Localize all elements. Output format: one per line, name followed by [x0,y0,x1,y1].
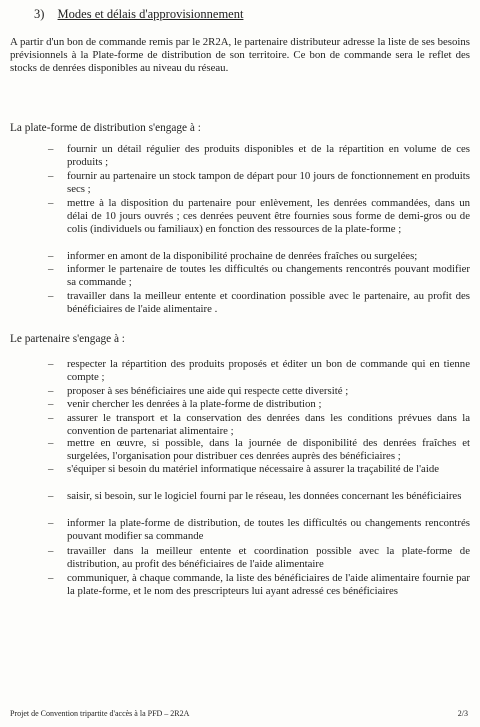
list-item-text: venir chercher les denrées à la plate-forme de distribution ; [67,398,322,410]
list-item-text: travailler dans la meilleur entente et coordination possible avec la plate-forme de distribution, au profit des bénéficiaires de l'aide alimentaire [67,545,470,571]
list-item-text: informer en amont de la disponibilité prochaine de denrées fraîches ou surgelées; [67,250,418,262]
bullet-dash: – [48,572,54,584]
list-item-text: communiquer, à chaque commande, la liste des bénéficiaires de l'aide alimentaire fournie par la plate-forme, et le nom des prescripteurs lui ayant adressé ces bénéficiaires [67,572,470,598]
list-item-text: proposer à ses bénéficiaires une aide qui respecte cette diversité ; [67,385,349,397]
list-item-text: assurer le transport et la conservation des denrées dans les conditions prévues dans la convention de partenariat alimentaire ; [67,412,470,438]
bullet-dash: – [48,143,54,155]
bullet-dash: – [48,545,54,557]
list-item-text: fournir au partenaire un stock tampon de départ pour 10 jours de fonctionnement en produits secs ; [67,170,470,196]
section-title: Modes et délais d'approvisionnement [57,7,244,21]
list-item-text: mettre en œuvre, si possible, dans la journée de disponibilité des denrées fraîches et surgelées, l'organisation pour distribuer ces denrées auprès des bénéficiaires ; [67,437,470,463]
platform-commitments-label: La plate-forme de distribution s'engage à : [10,122,201,134]
list-item-text: travailler dans la meilleur entente et coordination possible avec le partenaire, au profit des bénéficiaires de l'aide alimentaire . [67,290,470,316]
bullet-dash: – [48,170,54,182]
bullet-dash: – [48,398,54,410]
bullet-dash: – [48,358,54,370]
list-item-text: respecter la répartition des produits proposés et éditer un bon de commande qui en tienne compte ; [67,358,470,384]
bullet-dash: – [48,517,54,529]
list-item-text: mettre à la disposition du partenaire pour enlèvement, les denrées commandées, dans un délai de 10 jours ouvrés ; ces denrées peuvent être fournies sous forme de demi-gros ou de colis (individuels ou familiaux) en fonction des ressources de la plate-forme ; [67,197,470,236]
partner-commitments-label: Le partenaire s'engage à : [10,333,125,345]
list-item-text: fournir un détail régulier des produits disponibles et de la répartition en volume de ces produits ; [67,143,470,169]
list-item-text: informer le partenaire de toutes les difficultés ou changements rencontrés pouvant modifier sa commande ; [67,263,470,289]
section-heading [34,6,243,22]
bullet-dash: – [48,412,54,424]
bullet-dash: – [48,385,54,397]
footer-page-number: 2/3 [457,709,468,718]
bullet-dash: – [48,463,54,475]
bullet-dash: – [48,250,54,262]
bullet-dash: – [48,290,54,302]
bullet-dash: – [48,490,54,502]
list-item-text: s'équiper si besoin du matériel informatique nécessaire à assurer la traçabilité de l'aide [67,463,440,475]
section-number: 3) [34,7,45,21]
list-item-text: saisir, si besoin, sur le logiciel fourni par le réseau, les données concernant les bénéficiaires [67,490,462,502]
bullet-dash: – [48,437,54,449]
bullet-dash: – [48,197,54,209]
bullet-dash: – [48,263,54,275]
intro-paragraph: A partir d'un bon de commande remis par le 2R2A, le partenaire distributeur adresse la liste de ses besoins prévisionnels à la Plate-forme de distribution de son territoire. Ce bon de commande sera le reflet des stocks de denrées disponibles au niveau du réseau. [10,36,470,75]
list-item-text: informer la plate-forme de distribution, de toutes les difficultés ou changements rencontrés pouvant modifier sa commande [67,517,470,543]
footer-document-title: Projet de Convention tripartite d'accès à la PFD – 2R2A [10,709,190,718]
